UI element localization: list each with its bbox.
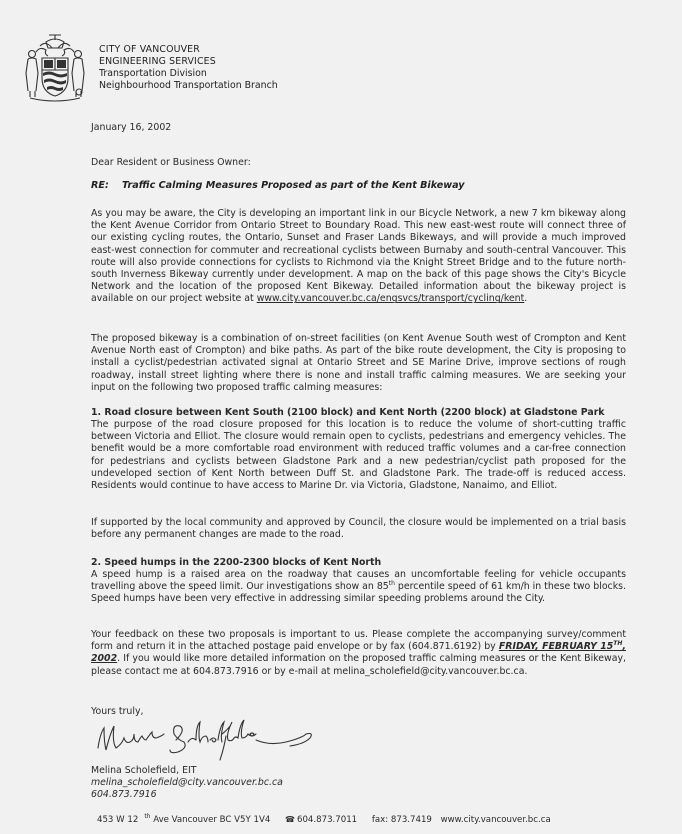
footer-website[interactable]: www.city.vancouver.bc.ca: [440, 815, 551, 825]
feedback-text: Your feedback on these two proposals is important to us. Please complete the accompanying survey/comment form and return it in the attached postage paid envelope or by fax (604.871.6192) by: [91, 629, 626, 653]
feedback-text-cont: . If you would like more detailed information on the proposed traffic calming measures or the Kent Bikeway, please contact me at 604.873.7916 or by e-mail at melina_scholefield@city.vancouver.bc.ca.: [91, 653, 626, 677]
measure2-body-text-cont: percentile speed of 61 km/h in these two blocks. Speed humps have been very effective in addressing similar speeding problems around the City.: [91, 581, 627, 605]
paragraph-intro-end: .: [524, 293, 528, 305]
closing: Yours truly,: [91, 706, 144, 717]
letterhead-department: ENGINEERING SERVICES: [99, 56, 216, 67]
deadline-ordinal: TH: [613, 640, 623, 648]
measure1-trial-note: If supported by the local community and approved by Council, the closure would be implemented on a trial basis before any permanent changes are made to the road.: [91, 517, 626, 541]
letterhead-branch: Neighbourhood Transportation Branch: [99, 80, 278, 91]
subject-text: Traffic Calming Measures Proposed as part of the Kent Bikeway: [122, 180, 465, 191]
telephone-icon: ☎: [285, 815, 295, 824]
paragraph-intro-text: As you may be aware, the City is developing an important link in our Bicycle Network, a new 7 km bikeway along the Kent Avenue Corridor from Ontario Street to Boundary Road. This new east-west route will connect three of our existing cycling routes, the Ontario, Sunset and Fraser Lands Bikeways, and will provide a much improved east-west connection for commuter and recreational cyclists between Burnaby and south-central Vancouver. This route will also provide connections for cyclists to Richmond via the Knight Street Bridge and to the future north-south Inverness Bikeway currently under development. A map on the back of this page shows the City's Bicycle Network and the location of the proposed Kent Bikeway. Detailed information about the bikeway project is available on our project website at: [91, 208, 626, 305]
letter-date: January 16, 2002: [91, 122, 172, 133]
project-website-link[interactable]: www.city.vancouver.bc.ca/engsvcs/transport/cycling/kent: [256, 293, 525, 305]
subject-line: [91, 180, 465, 191]
subject-label: RE:: [91, 180, 109, 191]
salutation: Dear Resident or Business Owner:: [91, 157, 251, 168]
measure1-body: The purpose of the road closure proposed for this location is to reduce the volume of short-cutting traffic between Victoria and Elliot. The closure would remain open to cyclists, pedestrians and emergency vehicles. The benefit would be a more comfortable road environment with reduced traffic volumes and a car-free connection for pedestrians and cyclists between Gladstone Park and a new pedestrian/cyclist path proposed for the undeveloped section of Kent North between Duff St. and Gladstone Park. The trade-off is reduced access. Residents would continue to have access to Marine Dr. via Victoria, Gladstone, Nanaimo, and Elliot.: [91, 419, 626, 492]
footer-phone-number: 604.873.7011: [297, 815, 358, 825]
signature-block: [91, 765, 283, 801]
measure2-body: [91, 569, 626, 606]
deadline-year: , 2002: [91, 641, 626, 665]
letterhead: [99, 44, 278, 92]
coat-of-arms-icon: [22, 32, 88, 104]
handwritten-signature-icon: [92, 718, 337, 762]
ordinal-suffix: th: [388, 580, 395, 588]
signatory-name: Melina Scholefield, EIT: [91, 765, 197, 776]
footer-address: [97, 815, 276, 825]
footer-fax: fax: 873.7419: [371, 815, 432, 825]
feedback-paragraph: [91, 629, 626, 678]
paragraph-intro: [91, 208, 626, 306]
letterhead-division: Transportation Division: [99, 68, 207, 79]
letterhead-city: CITY OF VANCOUVER: [99, 44, 200, 55]
deadline-date-main: FRIDAY, FEBRUARY 15: [498, 641, 614, 653]
measure2-body-text: A speed hump is a raised area on the roadway that causes an uncomfortable feeling for vehicle occupants travelling above the speed limit. Our investigations show an 85: [91, 569, 626, 593]
signatory-email[interactable]: melina_scholefield@city.vancouver.bc.ca: [91, 777, 283, 788]
footer-phone: [285, 815, 363, 825]
signatory-phone: 604.873.7916: [91, 789, 157, 800]
footer-contact: [97, 815, 557, 825]
measure2-heading: 2. Speed humps in the 2200-2300 blocks of Kent North: [91, 557, 382, 568]
footer-ordinal: th: [144, 813, 151, 821]
paragraph-proposal: The proposed bikeway is a combination of on-street facilities (on Kent Avenue South west of Crompton and Kent Avenue North east of Crompton) and bike paths. As part of the bike route development, the City is proposing to install a cyclist/pedestrian activated signal at Ontario Street and SE Marine Drive, improve sections of rough roadway, install street lighting where there is none and install traffic calming measures. We are seeking your input on the following two proposed traffic calming measures:: [91, 333, 626, 393]
footer-address-street: 453 W 12: [97, 815, 139, 825]
footer-address-city: Ave Vancouver BC V5Y 1V4: [150, 815, 271, 825]
measure1-heading: 1. Road closure between Kent South (2100 block) and Kent North (2200 block) at Gladstone Park: [91, 407, 605, 418]
